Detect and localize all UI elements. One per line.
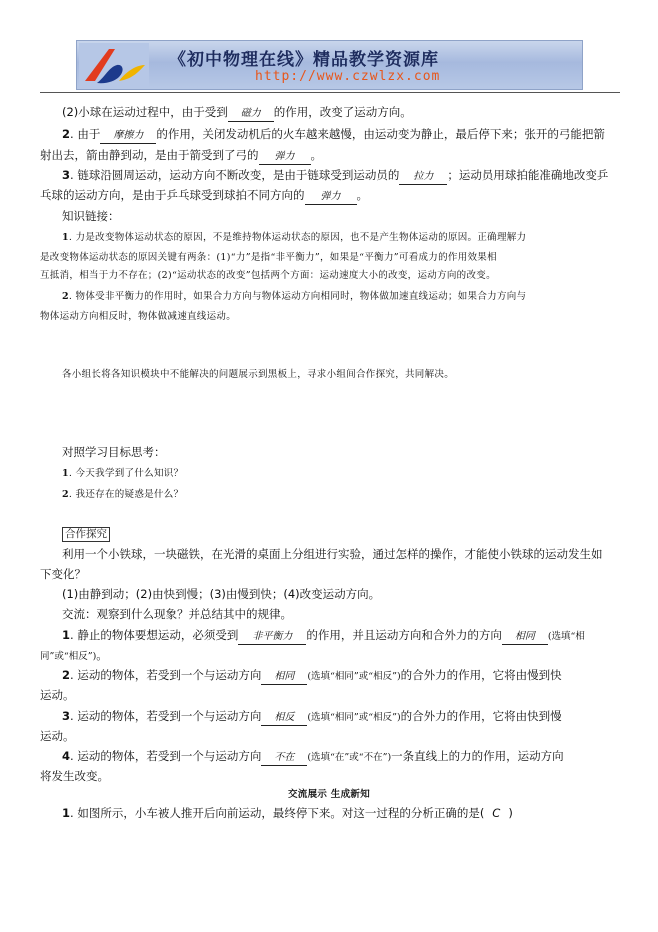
header-banner bbox=[76, 40, 583, 90]
explore-discuss: 交流：观察到什么现象？并总结其中的规律。 bbox=[62, 607, 292, 621]
explore-intro-line2: 下变化？ bbox=[40, 567, 86, 581]
answer-blank: 弹力 bbox=[305, 189, 357, 205]
rule3-line2: 运动。 bbox=[40, 729, 75, 743]
answer-blank: 磁力 bbox=[228, 106, 274, 122]
prev-item3-line2: 乓球的运动方向，是由于乒乓球受到球拍不同方向的 弹力 。 bbox=[40, 188, 600, 205]
rule3-line1: 3. 运动的物体，若受到一个与运动方向 相反 (选填“相同”或“相反”)的合外力的作用，它将由快到慢 bbox=[62, 709, 622, 726]
answer-blank: 相反 bbox=[261, 710, 307, 726]
section-tag: 合作探究 bbox=[62, 527, 110, 542]
answer-blank: 相同 bbox=[261, 669, 307, 685]
question-answer: C bbox=[492, 806, 501, 820]
prev-item2-line2: 射出去，箭由静到动，是由于箭受到了弓的 弹力 。 bbox=[40, 148, 600, 165]
link-p2-line1: 2. 物体受非平衡力的作用时，如果合力方向与物体运动方向相同时，物体做加速直线运动；如果合力方向与 bbox=[62, 291, 527, 302]
rule1-line1: 1. 静止的物体要想运动，必须受到 非平衡力 的作用，并且运动方向和合外力的方向 相同 (选填“相 bbox=[62, 628, 622, 645]
answer-blank: 拉力 bbox=[399, 169, 447, 185]
answer-blank: 非平衡力 bbox=[238, 629, 306, 645]
prev-q2-line: (2)小球在运动过程中，由于受到 磁力 的作用，改变了运动方向。 bbox=[62, 105, 622, 122]
answer-blank: 不在 bbox=[261, 750, 307, 766]
link-p1-line2: 是改变物体运动状态的原因关键有两条：(1)“力”是指“非平衡力”，如果是“平衡力”可看成力的作用效果相 bbox=[40, 252, 497, 263]
prev-item2-line1: 2. 由于 摩擦力 的作用，关闭发动机后的火车越来越慢，由运动变为静止，最后停下来；张开的弓能把箭 bbox=[62, 127, 622, 144]
reflect-q2: 2. 我还存在的疑惑是什么？ bbox=[62, 489, 184, 500]
section-title: 交流展示 生成新知 bbox=[287, 789, 370, 800]
answer-blank: 弹力 bbox=[259, 149, 311, 165]
prev-item3-line1: 3. 链球沿圆周运动，运动方向不断改变，是由于链球受到运动员的 拉力 ；运动员用球拍能准确地改变乒 bbox=[62, 168, 622, 185]
explore-tag-line bbox=[62, 526, 622, 542]
answer-blank: 摩擦力 bbox=[100, 128, 156, 144]
link-p1-line1: 1. 力是改变物体运动状态的原因，不是维持物体运动状态的原因，也不是产生物体运动的原因。正确理解力 bbox=[62, 232, 527, 243]
knowledge-link-heading: 知识链接： bbox=[62, 209, 120, 223]
link-p2-line2: 物体运动方向相反时，物体做减速直线运动。 bbox=[40, 311, 237, 322]
explore-cases: (1)由静到动；(2)由快到慢；(3)由慢到快；(4)改变运动方向。 bbox=[62, 587, 381, 601]
reflect-q1: 1. 今天我学到了什么知识？ bbox=[62, 468, 184, 479]
rule2-line1: 2. 运动的物体，若受到一个与运动方向 相同 (选填“相同”或“相反”)的合外力的作用，它将由慢到快 bbox=[62, 668, 622, 685]
rule1-line2: 同”或“相反”)。 bbox=[40, 648, 108, 662]
divider bbox=[40, 92, 620, 93]
rule2-line2: 运动。 bbox=[40, 688, 75, 702]
rule4-line2: 将发生改变。 bbox=[40, 769, 109, 783]
logo-icon bbox=[79, 43, 149, 87]
reflect-heading: 对照学习目标思考： bbox=[62, 445, 166, 459]
answer-blank: 相同 bbox=[502, 629, 548, 645]
rule4-line1: 4. 运动的物体，若受到一个与运动方向 不在 (选填“在”或“不在”)一条直线上的力的作用，运动方向 bbox=[62, 749, 622, 766]
link-p1-line3: 互抵消，相当于力不存在；(2)“运动状态的改变”包括两个方面：运动速度大小的改变，运动方向的改变。 bbox=[40, 270, 496, 281]
banner-title: 《初中物理在线》精品教学资源库 bbox=[169, 50, 439, 70]
banner-url[interactable]: http://www.czwlzx.com bbox=[255, 69, 441, 84]
explore-intro-line1: 利用一个小铁球，一块磁铁，在光滑的桌面上分组进行实验，通过怎样的操作，才能使小铁球的运动发生如 bbox=[62, 547, 603, 561]
group-note: 各小组长将各知识模块中不能解决的问题展示到黑板上，寻求小组间合作探究，共同解决。 bbox=[62, 369, 455, 380]
question-1: 1. 如图所示，小车被人推开后向前运动，最终停下来。对这一过程的分析正确的是( C ) bbox=[62, 806, 513, 820]
